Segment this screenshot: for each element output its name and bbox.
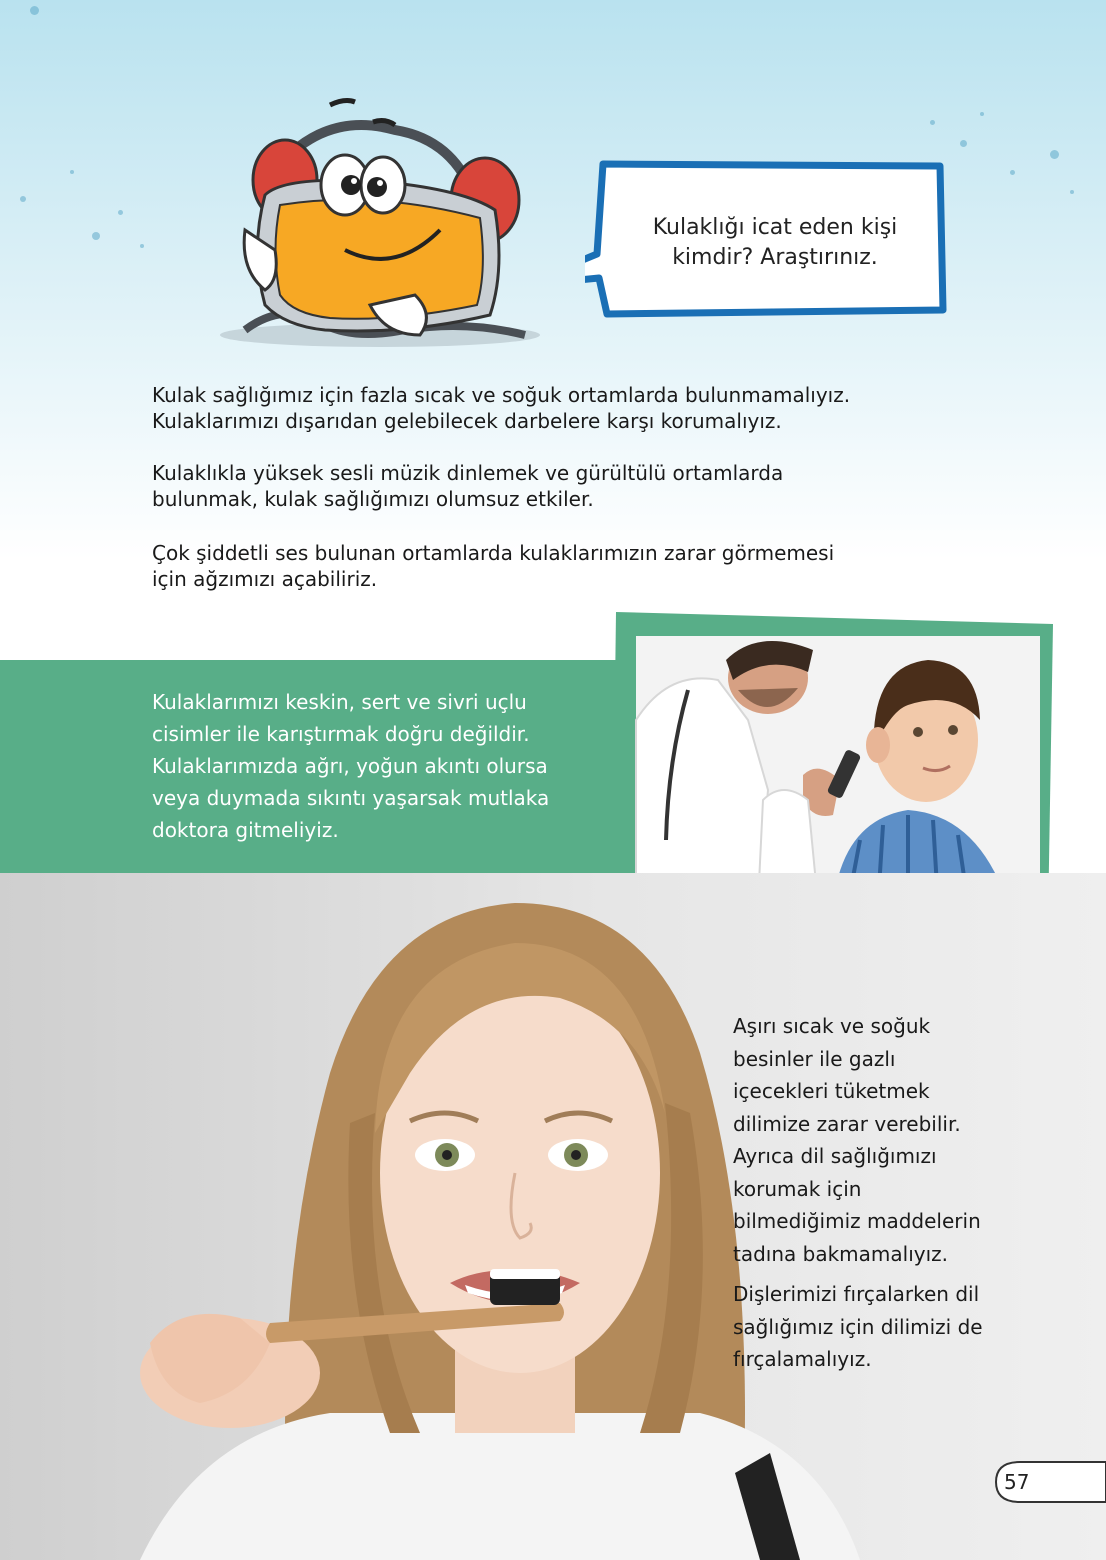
speech-bubble-text bbox=[625, 213, 925, 273]
green-line: Kulaklarımızı keskin, sert ve sivri uçlu bbox=[152, 690, 527, 714]
tongue-health-text bbox=[733, 1010, 1033, 1376]
paragraph-line: Çok şiddetli ses bulunan ortamlarda kulaklarımızın zarar görmemesi bbox=[152, 541, 835, 565]
green-info-text bbox=[152, 686, 612, 846]
green-line: cisimler ile karıştırmak doğru değildir. bbox=[152, 722, 530, 746]
tongue-line: bilmediğimiz maddelerin bbox=[733, 1209, 981, 1233]
paragraph-headphones bbox=[152, 460, 952, 512]
bubble-line: Kulaklığı icat eden kişi bbox=[652, 215, 898, 240]
paragraph-line: Kulaklarımızı dışarıdan gelebilecek darbelere karşı korumalıyız. bbox=[152, 409, 782, 433]
bubble-line: kimdir? Araştırınız. bbox=[672, 245, 878, 270]
paragraph-loud-noise bbox=[152, 540, 952, 592]
tongue-line: Dişlerimizi fırçalarken dil bbox=[733, 1282, 980, 1306]
green-line: doktora gitmeliyiz. bbox=[152, 818, 339, 842]
paragraph-line: Kulaklıkla yüksek sesli müzik dinlemek ve gürültülü ortamlarda bbox=[152, 461, 784, 485]
tongue-line: dilimize zarar verebilir. bbox=[733, 1111, 961, 1136]
paragraph-line: Kulak sağlığımız için fazla sıcak ve soğuk ortamlarda bulunmamalıyız. bbox=[152, 383, 851, 407]
green-line: Kulaklarımızda ağrı, yoğun akıntı olursa bbox=[152, 754, 548, 778]
mascot-illustration bbox=[205, 90, 560, 360]
tongue-line: Ayrıca dil sağlığımızı bbox=[733, 1144, 937, 1168]
tongue-line: besinler ile gazlı bbox=[733, 1046, 896, 1071]
green-line: veya duymada sıkıntı yaşarsak mutlaka bbox=[152, 786, 550, 810]
tongue-line: Aşırı sıcak ve soğuk bbox=[733, 1014, 931, 1038]
tongue-line: korumak için bbox=[733, 1176, 862, 1201]
paragraph-line: için ağzımızı açabiliriz. bbox=[152, 567, 378, 591]
tongue-line: tadına bakmamalıyız. bbox=[733, 1241, 949, 1266]
tongue-line: sağlığımız için dilimizi de bbox=[733, 1314, 983, 1339]
tongue-line: içecekleri tüketmek bbox=[733, 1079, 930, 1103]
paragraph-line: bulunmak, kulak sağlığımızı olumsuz etkiler. bbox=[152, 487, 594, 511]
paragraph-ear-health bbox=[152, 382, 952, 434]
tongue-line: fırçalamalıyız. bbox=[733, 1347, 872, 1371]
page-number: 57 bbox=[1004, 1470, 1030, 1494]
